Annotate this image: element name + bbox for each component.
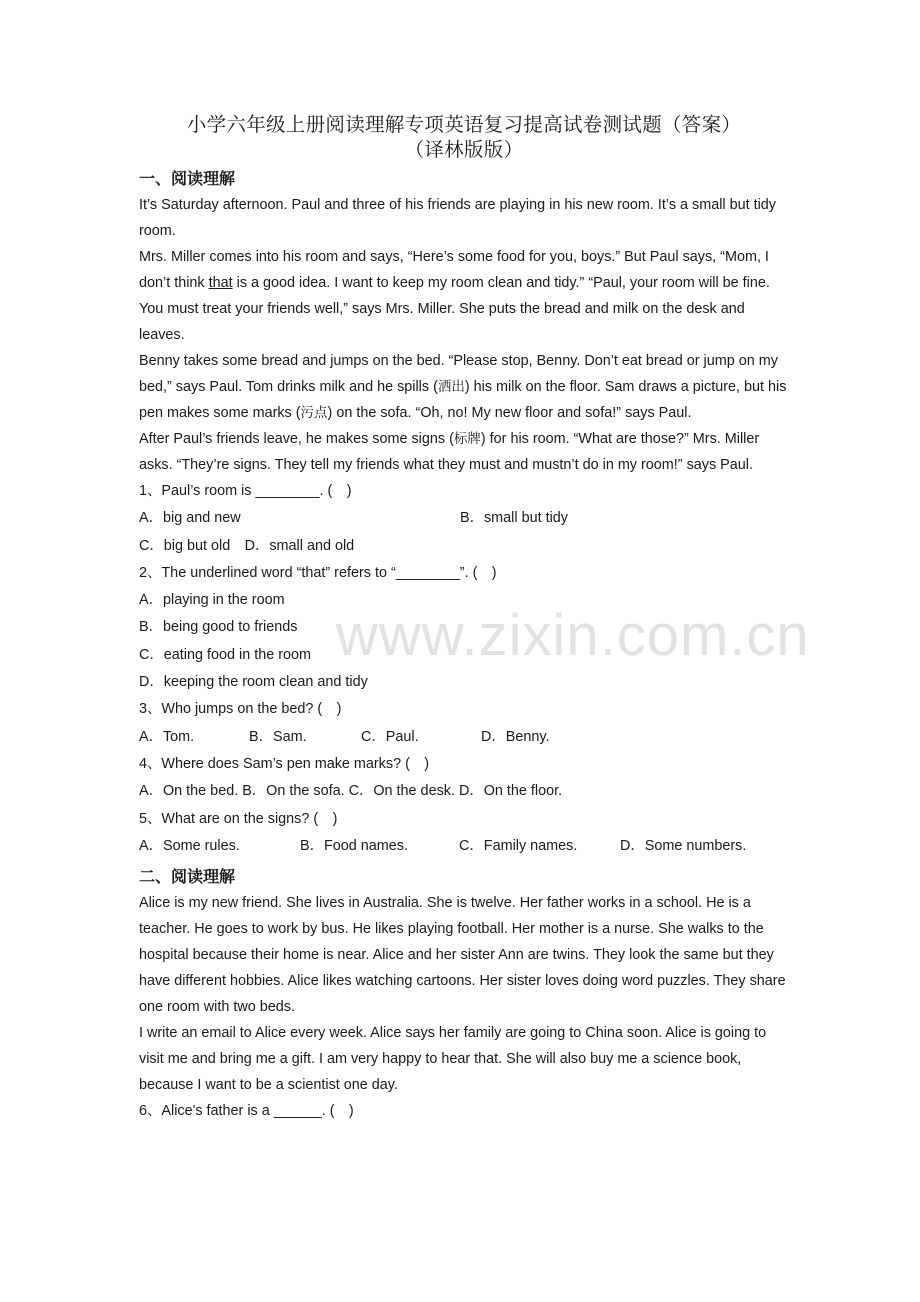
chinese-gloss: 洒出 — [437, 379, 465, 395]
question-3-options — [139, 724, 789, 751]
text-run: ) for his room. “What are those?” Mrs. Miller asks. “They’re signs. They tell my friends what they must and mustn’t do in my room!” says Paul. — [139, 431, 760, 473]
text-run: After Paul’s friends leave, he makes some signs ( — [139, 431, 454, 447]
question-1-options-cd: C．big but old D．small and old — [139, 537, 355, 554]
text-run: ) his milk on the floor. Sam draws a picture, but his pen makes some marks ( — [139, 379, 787, 421]
question-5: 5、What are on the signs? ( ) — [139, 810, 338, 827]
question-1-options-ab — [139, 505, 789, 532]
option-d: D．keeping the room clean and tidy — [139, 674, 368, 691]
option-a: A．Some rules. — [139, 837, 240, 854]
option-c: C．Paul. — [361, 728, 419, 745]
document-subtitle: （译林版版） — [404, 138, 524, 161]
text-run: is a good idea. I want to keep my room clean and tidy.” “Paul, your room will be fine. You must treat your friends well,” says Mrs. Miller. She puts the bread and milk on the desk and leaves. — [139, 275, 770, 343]
question-1: 1、Paul’s room is ________. ( ) — [139, 483, 352, 499]
section-1-heading: 一、阅读理解 — [139, 169, 236, 188]
option-a: A．big and new — [139, 510, 241, 527]
document-page — [139, 112, 789, 1125]
question-4-options: A．On the bed. B．On the sofa. C．On the desk. D．On the floor. — [139, 783, 563, 800]
option-c: C．Family names. — [459, 837, 578, 854]
passage-1-paragraph-3 — [139, 348, 789, 426]
chinese-gloss: 污点 — [300, 405, 328, 421]
question-3: 3、Who jumps on the bed? ( ) — [139, 701, 342, 718]
chinese-gloss: 标牌 — [453, 431, 481, 447]
question-2: 2、The underlined word “that” refers to “________”. ( ) — [139, 564, 497, 581]
passage-1-paragraph-4 — [139, 426, 789, 478]
watermark: www.zixin.com.cn — [336, 603, 810, 668]
option-b: B．small but tidy — [460, 510, 568, 527]
question-4: 4、Where does Sam’s pen make marks? ( ) — [139, 755, 430, 772]
option-b: B．Food names. — [300, 837, 408, 854]
option-a: A．playing in the room — [139, 592, 285, 609]
passage-1-paragraph-1: It’s Saturday afternoon. Paul and three of his friends are playing in his new room. It’s a small but tidy room. — [139, 197, 776, 239]
passage-1-paragraph-2 — [139, 244, 789, 348]
section-2-heading: 二、阅读理解 — [139, 867, 236, 887]
option-a: A．Tom. — [139, 728, 195, 745]
passage-2-paragraph-1: Alice is my new friend. She lives in Australia. She is twelve. Her father works in a school. He is a teacher. He goes to work by bus. He likes playing football. Her mother is a nurse. She walks to the hospital because their home is near. Alice and her sister Ann are twins. They look the same but they have different hobbies. Alice likes watching cartoons. Her sister loves doing word puzzles. They share one room with two beds. — [139, 895, 786, 1016]
question-6: 6、Alice's father is a ______. ( ) — [139, 1103, 354, 1120]
passage-2-paragraph-2: I write an email to Alice every week. Alice says her family are going to China soon. Alice is going to visit me and bring me a gift. I am very happy to hear that. She will also buy me a science book, because I want to be a scientist one day. — [139, 1025, 767, 1094]
document-title: 小学六年级上册阅读理解专项英语复习提高试卷测试题（答案） — [186, 113, 742, 136]
option-b: B．Sam. — [249, 728, 307, 745]
option-d: D．Some numbers. — [620, 837, 747, 854]
question-5-options — [139, 833, 789, 860]
option-c: C．eating food in the room — [139, 646, 311, 663]
option-b: B．being good to friends — [139, 619, 298, 636]
text-run: Benny takes some bread and jumps on the bed. “Please stop, Benny. Don’t eat bread or jump on my bed,” says Paul. Tom drinks milk and he spills ( — [139, 353, 778, 395]
underlined-word-that: that — [208, 275, 233, 291]
text-run: ) on the sofa. “Oh, no! My new floor and sofa!” says Paul. — [327, 405, 692, 421]
option-d: D．Benny. — [481, 728, 550, 745]
text-run: Mrs. Miller comes into his room and says, “Here’s some food for you, boys.” But Paul says, “Mom, I don’t think — [139, 249, 769, 291]
